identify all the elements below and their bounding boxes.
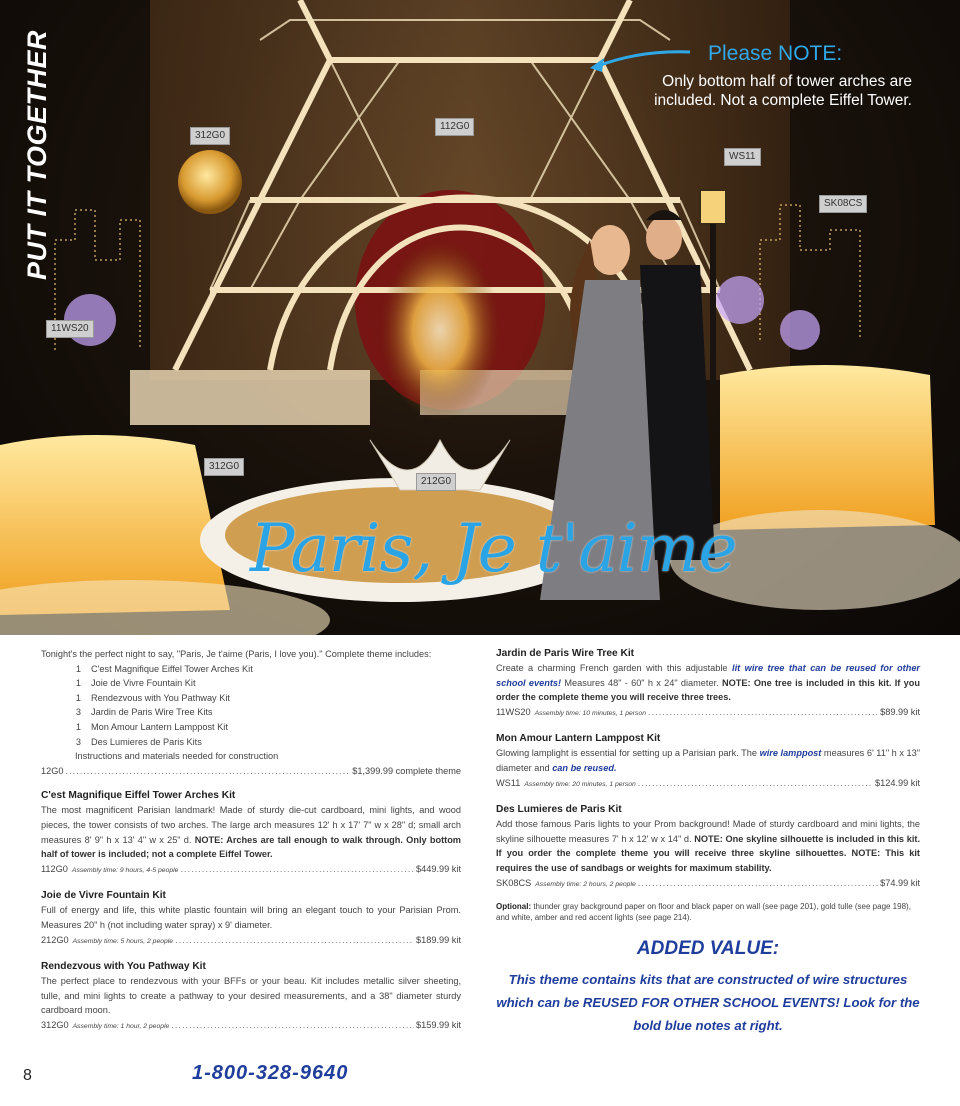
- note-body: Only bottom half of tower arches are included. Not a complete Eiffel Tower.: [654, 73, 912, 109]
- list-item: 1 Joie de Vivre Fountain Kit: [75, 678, 196, 689]
- list-item: 3 Jardin de Paris Wire Tree Kits: [75, 707, 213, 718]
- kit-description: Full of energy and life, this white plastic fountain will bring an elegant touch to your Parisian Prom. Measures 20" h (not including water spray) x 9' diameter.: [41, 905, 461, 930]
- kit-title: Jardin de Paris Wire Tree Kit: [496, 648, 635, 659]
- added-value-body: This theme contains kits that are constructed of wire structures which can be REUSED FOR OTHER SCHOOL EVENTS! Look for the bold blue notes at right.: [496, 972, 920, 1033]
- kit-title: Mon Amour Lantern Lamppost Kit: [496, 733, 661, 745]
- kit-price-line: SK08CS Assembly time: 2 hours, 2 people ..... $74.99 kit: [496, 876, 920, 893]
- theme-price-line: 12G0 ..... $1,399.99 complete theme: [41, 764, 461, 779]
- kit-price-line: 212G0 Assembly time: 5 hours, 2 people ..... $189.99 kit: [41, 933, 461, 950]
- product-tag: 212G0: [416, 473, 456, 491]
- list-item: 1 C'est Magnifique Eiffel Tower Arches Kit: [75, 663, 253, 674]
- list-item: 1 Rendezvous with You Pathway Kit: [75, 692, 230, 703]
- product-tag: 11WS20: [46, 320, 94, 338]
- kit-description: Glowing lamplight is essential for setting up a Parisian park. The wire lamppost measures 6' 11" h x 13" diameter and can be reused.: [496, 748, 920, 773]
- list-item: 1 Mon Amour Lantern Lamppost Kit: [75, 721, 228, 732]
- product-tag: 112G0: [435, 118, 474, 136]
- kit-title: C'est Magnifique Eiffel Tower Arches Kit: [41, 790, 236, 802]
- kit-description: The perfect place to rendezvous with your BFFs or your beau. Kit includes metallic silver sheeting, tulle, and mini lights to create a pathway to your desired measurements, and a 38" diameter sturdy cardboard moon.: [41, 976, 461, 1016]
- side-title: PUT IT TOGETHER: [22, 29, 52, 280]
- right-column: [496, 647, 920, 923]
- added-value-title: ADDED VALUE:: [636, 938, 780, 959]
- intro-item-list: [41, 662, 461, 764]
- product-tag: 312G0: [204, 458, 244, 476]
- product-tag: SK08CS: [819, 195, 867, 213]
- kit-price-line: 312G0 Assembly time: 1 hour, 2 people ..... $159.99 kit: [41, 1018, 461, 1035]
- kit-title: Des Lumieres de Paris Kit: [496, 804, 622, 816]
- page-number: 8: [23, 1067, 32, 1084]
- kit-title: Joie de Vivre Fountain Kit: [41, 890, 166, 902]
- kit-price-line: 11WS20 Assembly time: 10 minutes, 1 person ..... $89.99 kit: [496, 705, 920, 722]
- instructions-note: Instructions and materials needed for construction: [75, 751, 279, 762]
- intro-text: Tonight's the perfect night to say, "Paris, Je t'aime (Paris, I love you)." Complete theme includes:: [41, 649, 432, 659]
- note-title: Please NOTE:: [708, 42, 843, 65]
- kit-title: Rendezvous with You Pathway Kit: [41, 961, 206, 973]
- kit-price-line: 112G0 Assembly time: 9 hours, 4-5 people ..... $449.99 kit: [41, 862, 461, 879]
- product-tag: WS11: [724, 148, 761, 166]
- left-column: [41, 647, 461, 1034]
- product-tag: 312G0: [190, 127, 230, 145]
- kit-description: The most magnificent Parisian landmark! Made of sturdy die-cut cardboard, mini lights, and wood pieces, the tower consists of two arches. The large arch measures 12' h x 17' 7" w x 28" d; small arch measures 8' 9" h x 13' 4" w x 25" d. NOTE: Arches are tall enough to walk through. Only bottom half of tower is included; not a complete Eiffel Tower.: [41, 805, 461, 860]
- kit-description: Add those famous Paris lights to your Prom background! Made of sturdy cardboard and mini lights, the skyline silhouette measures 7' h x 12' w x 14" d. NOTE: One skyline silhouette is included in this kit. If you order the complete theme you will receive three skyline silhouettes. NOTE: This kit requires the use of sandbags or weights for maximum stability.: [496, 819, 920, 873]
- phone-number: 1-800-328-9640: [192, 1062, 349, 1084]
- optional-note: Optional: thunder gray background paper on floor and black paper on wall (see page 201), gold tulle (see page 198), and white, amber and red accent lights (see page 214).: [496, 902, 911, 922]
- kit-description: Create a charming French garden with this adjustable lit wire tree that can be reused for other school events! Measures 48" - 60" h x 24" diameter. NOTE: One tree is included in this kit. If you order the complete theme you will receive three trees.: [496, 663, 920, 703]
- script-title: Paris, Je t'aime: [250, 510, 737, 587]
- list-item: 3 Des Lumieres de Paris Kits: [75, 736, 202, 747]
- kit-price-line: WS11 Assembly time: 20 minutes, 1 person ..... $124.99 kit: [496, 776, 920, 793]
